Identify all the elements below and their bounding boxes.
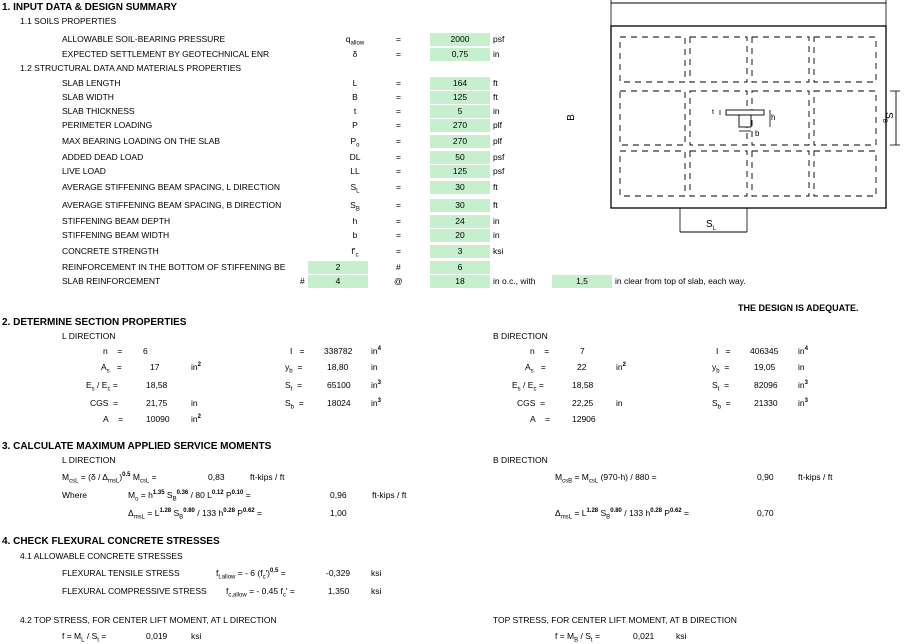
- input-row-label: SLAB WIDTH: [62, 92, 114, 102]
- input-row-equals: =: [396, 34, 401, 44]
- comp-label: FLEXURAL COMPRESSIVE STRESS: [62, 586, 207, 596]
- l-i-label: I =: [290, 346, 305, 356]
- input-row-unit: plf: [493, 136, 502, 146]
- slab-tail-text: in clear from top of slab, each way.: [615, 276, 746, 286]
- input-row-value: 270: [452, 136, 468, 146]
- input-row-equals: =: [396, 230, 401, 240]
- dim-label-t: t: [712, 109, 714, 116]
- input-row-label: PERIMETER LOADING: [62, 120, 153, 130]
- b-as-value: 22: [577, 362, 587, 372]
- section-4-title: 4. CHECK FLEXURAL CONCRETE STRESSES: [2, 536, 220, 547]
- input-row-symbol: b: [352, 230, 358, 240]
- input-row-unit: in: [493, 216, 500, 226]
- dim-label-h: h: [771, 113, 776, 122]
- input-row-unit: psf: [493, 166, 505, 176]
- s3-l-head: L DIRECTION: [62, 455, 116, 465]
- b-as-label: $A_s$ =: [525, 362, 546, 375]
- beam-section: [739, 115, 751, 127]
- mcsl-unit: ft-kips / ft: [250, 472, 285, 482]
- dim-label-b: b: [755, 129, 760, 138]
- input-row-unit: ft: [493, 92, 498, 102]
- b-i-label: I =: [716, 346, 731, 356]
- design-adequate: THE DESIGN IS ADEQUATE.: [738, 303, 859, 313]
- b-cgs-value: 22,25: [572, 398, 594, 408]
- l-sb-unit: $in^3$: [371, 398, 381, 408]
- l-cgs-value: 21,75: [146, 398, 168, 408]
- slab-hash: #: [300, 276, 305, 286]
- input-row-unit: ft: [493, 200, 498, 210]
- comp-formula: $f_{c,allow}$ = - 0.45 $f_c'$ =: [226, 586, 295, 599]
- comp-value: 1,350: [328, 586, 350, 596]
- b-n-value: 7: [580, 346, 585, 356]
- input-row-symbol: P: [352, 120, 358, 130]
- b-yb-value: 19,05: [754, 362, 776, 372]
- input-row-symbol: $q_{allow}$: [345, 34, 365, 47]
- mo-formula: $M_o = h^{1.35}$ $S_B^{0.36} / 80$ $L^{0.12}$ $P^{0.10}$ =: [128, 490, 251, 503]
- s4-sub1: 4.1 ALLOWABLE CONCRETE STRESSES: [20, 551, 183, 561]
- mcsb-formula: $M_{csB} = M_{csL}$ (970-h) / 880 =: [555, 472, 657, 485]
- input-row-symbol: L: [352, 78, 358, 88]
- l-i-unit: $in^4$: [371, 346, 381, 356]
- input-row-value: 30: [455, 182, 465, 192]
- l-sb-value: 18024: [327, 398, 351, 408]
- input-row-equals: =: [396, 120, 401, 130]
- input-row-unit: ksi: [493, 246, 504, 256]
- dim-label-SB: $S_B$: [880, 112, 894, 123]
- l-as-label: $A_s$ =: [101, 362, 122, 375]
- slab-plan-diagram: [560, 0, 900, 240]
- input-row-symbol: h: [352, 216, 358, 226]
- slab-at: @: [394, 276, 403, 286]
- input-row-label: STIFFENING BEAM WIDTH: [62, 230, 170, 240]
- b-yb-unit: in: [798, 362, 805, 372]
- input-row-equals: =: [396, 216, 401, 226]
- slab-spacing: 18: [455, 276, 465, 286]
- input-row-unit: ft: [493, 182, 498, 192]
- input-row-label: EXPECTED SETTLEMENT BY GEOTECHNICAL ENR: [62, 49, 270, 59]
- input-row-unit: plf: [493, 120, 502, 130]
- fb-formula: $f = M_B / S_t$ =: [555, 631, 600, 644]
- dim-label-B: B: [565, 114, 577, 121]
- input-row-value: 5: [457, 106, 463, 116]
- dim-label-SL: $S_L$: [706, 219, 717, 232]
- reinf-hash: #: [396, 262, 401, 272]
- input-row-unit: psf: [493, 34, 505, 44]
- l-cgs-unit: in: [191, 398, 198, 408]
- input-row-label: SLAB THICKNESS: [62, 106, 135, 116]
- l-yb-unit: in: [371, 362, 378, 372]
- input-row-equals: =: [396, 246, 401, 256]
- s4-sub2: 4.2 TOP STRESS, FOR CENTER LIFT MOMENT, AT L DIRECTION: [20, 615, 277, 625]
- input-row-label: ADDED DEAD LOAD: [62, 152, 144, 162]
- input-row-symbol: DL: [349, 152, 361, 162]
- input-row-equals: =: [396, 136, 401, 146]
- b-st-unit: $in^3$: [798, 380, 808, 390]
- l-as-unit: $in^2$: [191, 362, 201, 372]
- section-3-title: 3. CALCULATE MAXIMUM APPLIED SERVICE MOMENTS: [2, 441, 272, 452]
- input-row-value: 125: [452, 166, 468, 176]
- input-row-value: 3: [457, 246, 463, 256]
- input-row-label: SLAB LENGTH: [62, 78, 121, 88]
- b-st-label: $S_t$ =: [712, 380, 730, 393]
- input-row-unit: psf: [493, 152, 505, 162]
- input-row-value: 20: [455, 230, 465, 240]
- dmb-formula: $\Delta_{msL} = L^{1.28}$ $S_B^{0.80} / 133$ $h^{0.28}$ $P^{0.62}$ =: [555, 508, 689, 521]
- slab-reinf-label: SLAB REINFORCEMENT: [62, 276, 161, 286]
- input-row-label: AVERAGE STIFFENING BEAM SPACING, B DIRECTION: [62, 200, 282, 210]
- l-st-label: $S_t$ =: [285, 380, 303, 393]
- input-row-unit: in: [493, 49, 500, 59]
- slab-section: [726, 110, 764, 115]
- dml-value: 1,00: [330, 508, 347, 518]
- slab-bar: 4: [335, 276, 341, 286]
- fl-value: 0,019: [146, 631, 168, 641]
- tens-label: FLEXURAL TENSILE STRESS: [62, 568, 180, 578]
- b-dir-head: B DIRECTION: [493, 331, 548, 341]
- subsection-structural: 1.2 STRUCTURAL DATA AND MATERIALS PROPERTIES: [20, 63, 242, 73]
- input-row-value: 30: [455, 200, 465, 210]
- input-row-unit: in: [493, 106, 500, 116]
- tens-unit: ksi: [371, 568, 382, 578]
- input-row-value: 0,75: [451, 49, 469, 59]
- l-st-value: 65100: [327, 380, 351, 390]
- where-label: Where: [62, 490, 88, 500]
- reinf-label: REINFORCEMENT IN THE BOTTOM OF STIFFENING BE: [62, 262, 286, 272]
- input-row-symbol: δ: [352, 49, 358, 59]
- fb-unit: ksi: [676, 631, 687, 641]
- fb-value: 0,021: [633, 631, 655, 641]
- input-row-equals: =: [396, 92, 401, 102]
- l-ratio-label: $E_s / E_c$ =: [86, 380, 118, 393]
- l-a-label: A =: [103, 414, 124, 424]
- subsection-soils: 1.1 SOILS PROPERTIES: [20, 16, 117, 26]
- fl-unit: ksi: [191, 631, 202, 641]
- reinf-bar: 6: [457, 262, 463, 272]
- l-as-value: 17: [150, 362, 160, 372]
- mcsl-formula: $M_{csL} = (\delta / \Delta_{msL})^{0.5}$ $M_{csL}$ =: [62, 472, 157, 485]
- input-row-equals: =: [396, 49, 401, 59]
- input-row-equals: =: [396, 106, 401, 116]
- l-dir-head: L DIRECTION: [62, 331, 116, 341]
- input-row-label: ALLOWABLE SOIL-BEARING PRESSURE: [62, 34, 226, 44]
- input-row-equals: =: [396, 182, 401, 192]
- input-row-equals: =: [396, 200, 401, 210]
- tens-formula: $f_{t,allow}$ = - 6 $(f_c')^{0.5}$ =: [216, 568, 286, 581]
- input-row-value: 2000: [450, 34, 470, 44]
- slab-clear: 1,5: [576, 276, 588, 286]
- b-ratio-label: $E_s / E_c$ =: [512, 380, 544, 393]
- input-row-value: 270: [452, 120, 468, 130]
- reinf-count: 2: [335, 262, 341, 272]
- input-row-symbol: $f'_c$: [351, 246, 359, 259]
- input-row-label: MAX BEARING LOADING ON THE SLAB: [62, 136, 221, 146]
- fl-formula: $f = M_L / S_t$ =: [62, 631, 107, 644]
- input-row-equals: =: [396, 78, 401, 88]
- l-a-value: 10090: [146, 414, 170, 424]
- l-n-label: n =: [103, 346, 123, 356]
- b-cgs-unit: in: [616, 398, 623, 408]
- input-row-value: 50: [455, 152, 465, 162]
- b-i-unit: $in^4$: [798, 346, 808, 356]
- input-row-value: 125: [452, 92, 468, 102]
- b-ratio-value: 18,58: [572, 380, 594, 390]
- mo-unit: ft-kips / ft: [372, 490, 407, 500]
- b-st-value: 82096: [754, 380, 778, 390]
- dmb-value: 0,70: [757, 508, 774, 518]
- l-a-unit: $in^2$: [191, 414, 201, 424]
- mo-value: 0,96: [330, 490, 347, 500]
- b-a-label: A =: [530, 414, 551, 424]
- b-cgs-label: CGS =: [517, 398, 546, 408]
- input-row-symbol: LL: [350, 166, 360, 176]
- l-cgs-label: CGS =: [90, 398, 119, 408]
- l-ratio-value: 18,58: [146, 380, 168, 390]
- s3-b-head: B DIRECTION: [493, 455, 548, 465]
- section-2-title: 2. DETERMINE SECTION PROPERTIES: [2, 317, 187, 328]
- input-row-symbol: t: [353, 106, 357, 116]
- section-1-title: 1. INPUT DATA & DESIGN SUMMARY: [2, 2, 178, 13]
- input-row-label: CONCRETE STRENGTH: [62, 246, 159, 256]
- input-row-value: 24: [455, 216, 465, 226]
- dml-formula: $\Delta_{msL} = L^{1.28}$ $S_B^{0.80} / 133$ $h^{0.28}$ $P^{0.62}$ =: [128, 508, 262, 521]
- input-row-unit: in: [493, 230, 500, 240]
- b-n-label: n =: [530, 346, 550, 356]
- mcsb-unit: ft-kips / ft: [798, 472, 833, 482]
- input-row-unit: ft: [493, 78, 498, 88]
- input-row-value: 164: [452, 78, 468, 88]
- l-sb-label: $S_b$ =: [285, 398, 304, 411]
- b-sb-unit: $in^3$: [798, 398, 808, 408]
- b-yb-label: $y_b$ =: [712, 362, 730, 375]
- input-row-equals: =: [396, 152, 401, 162]
- tens-value: -0,329: [326, 568, 351, 578]
- input-row-label: LIVE LOAD: [62, 166, 106, 176]
- slab-mid-text: in o.c., with: [493, 276, 536, 286]
- input-row-symbol: $S_L$: [350, 182, 360, 195]
- l-yb-value: 18,80: [327, 362, 349, 372]
- comp-unit: ksi: [371, 586, 382, 596]
- input-row-symbol: $S_B$: [350, 200, 360, 213]
- b-as-unit: $in^2$: [616, 362, 626, 372]
- input-row-label: AVERAGE STIFFENING BEAM SPACING, L DIRECTION: [62, 182, 281, 192]
- l-st-unit: $in^3$: [371, 380, 381, 390]
- input-row-symbol: $P_o$: [350, 136, 360, 149]
- input-row-symbol: B: [352, 92, 358, 102]
- b-sb-value: 21330: [754, 398, 778, 408]
- l-i-value: 338782: [324, 346, 353, 356]
- mcsb-value: 0,90: [757, 472, 774, 482]
- mcsl-value: 0,83: [208, 472, 225, 482]
- l-n-value: 6: [143, 346, 148, 356]
- l-yb-label: $y_b$ =: [285, 362, 303, 375]
- b-sb-label: $S_b$ =: [712, 398, 731, 411]
- b-i-value: 406345: [750, 346, 779, 356]
- b-a-value: 12906: [572, 414, 596, 424]
- input-row-label: STIFFENING BEAM DEPTH: [62, 216, 171, 226]
- input-row-equals: =: [396, 166, 401, 176]
- s4-sub2b: TOP STRESS, FOR CENTER LIFT MOMENT, AT B DIRECTION: [493, 615, 737, 625]
